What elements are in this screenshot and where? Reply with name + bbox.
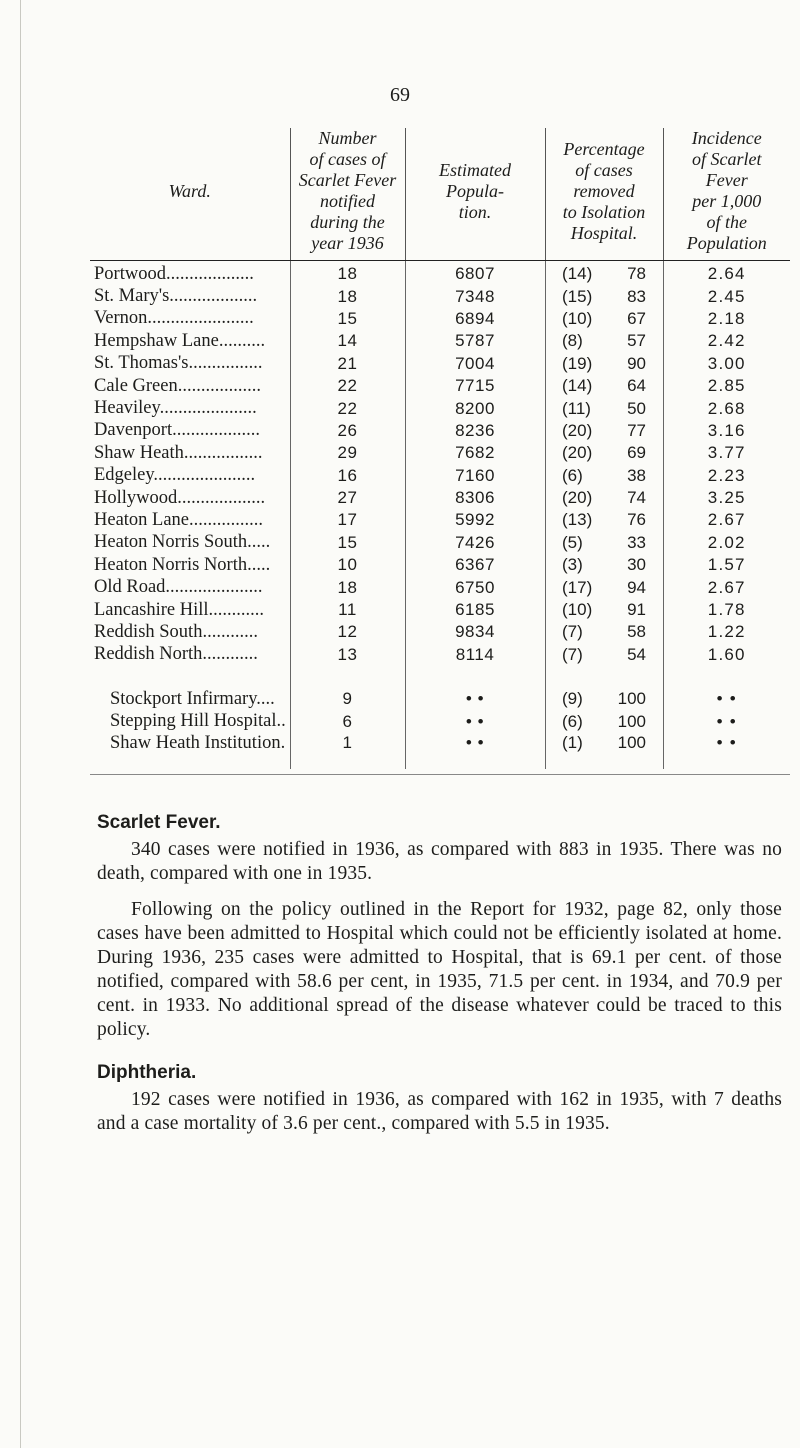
page-number: 69	[390, 84, 410, 106]
estimated-population-cell: 6367	[405, 554, 545, 576]
ward-name-cell: Cale Green..................	[90, 375, 290, 397]
removed-percent: 57	[627, 331, 646, 351]
incidence-cell: 1.22	[663, 621, 790, 643]
removed-percent: 77	[627, 420, 646, 440]
cases-notified-cell: 18	[290, 285, 405, 307]
estimated-population-cell: 7348	[405, 285, 545, 307]
removed-count: (20)	[562, 443, 593, 463]
table-row	[90, 261, 790, 286]
percentage-removed-cell	[545, 644, 663, 666]
percentage-removed-cell	[545, 330, 663, 352]
table-bottom-rule	[90, 774, 790, 775]
percentage-removed-cell	[545, 375, 663, 397]
section-heading-scarlet-fever: Scarlet Fever.	[97, 812, 221, 833]
ward-name-cell: Heaviley.....................	[90, 397, 290, 419]
incidence-cell: 2.42	[663, 330, 790, 352]
percentage-removed-cell	[545, 465, 663, 487]
table-row	[90, 353, 790, 375]
cases-notified-cell: 1	[290, 733, 405, 769]
section-heading-diphtheria: Diphtheria.	[97, 1062, 197, 1083]
estimated-population-cell: 7160	[405, 465, 545, 487]
removed-count: (8)	[562, 331, 583, 351]
removed-count: (7)	[562, 622, 583, 642]
estimated-population-cell: 5787	[405, 330, 545, 352]
removed-percent: 54	[627, 644, 646, 664]
removed-count: (5)	[562, 532, 583, 552]
ward-name-cell: Edgeley......................	[90, 465, 290, 487]
table-row	[90, 330, 790, 352]
cases-notified-cell: 22	[290, 375, 405, 397]
estimated-population-cell: 7426	[405, 532, 545, 554]
removed-percent: 64	[627, 376, 646, 396]
removed-percent: 100	[617, 711, 646, 731]
incidence-cell: 2.68	[663, 397, 790, 419]
estimated-population-cell: 6894	[405, 308, 545, 330]
estimated-population-cell: 8236	[405, 420, 545, 442]
estimated-population-cell: 7004	[405, 353, 545, 375]
ward-name-cell: Reddish South............	[90, 621, 290, 643]
ward-name-cell: Vernon.......................	[90, 308, 290, 330]
cases-notified-cell: 21	[290, 353, 405, 375]
percentage-removed-cell	[545, 397, 663, 419]
cases-notified-cell: 14	[290, 330, 405, 352]
percentage-removed-cell	[545, 353, 663, 375]
table-row	[90, 308, 790, 330]
removed-count: (9)	[562, 689, 583, 709]
cases-notified-cell: 18	[290, 261, 405, 286]
cases-notified-cell: 9	[290, 688, 405, 710]
incidence-cell: • •	[663, 710, 790, 732]
estimated-population-cell: • •	[405, 688, 545, 710]
incidence-cell: • •	[663, 733, 790, 769]
cases-notified-cell: 26	[290, 420, 405, 442]
cases-notified-cell: 16	[290, 465, 405, 487]
removed-percent: 90	[627, 353, 646, 373]
cases-notified-cell: 22	[290, 397, 405, 419]
removed-percent: 67	[627, 308, 646, 328]
ward-name-cell: Shaw Heath Institution.	[90, 733, 290, 769]
cases-notified-cell: 10	[290, 554, 405, 576]
table-row	[90, 420, 790, 442]
estimated-population-cell: 6185	[405, 599, 545, 621]
incidence-cell: 2.02	[663, 532, 790, 554]
spacer-cell	[405, 666, 545, 688]
spacer-cell	[90, 666, 290, 688]
removed-percent: 58	[627, 622, 646, 642]
incidence-cell: 1.78	[663, 599, 790, 621]
percentage-removed-cell	[545, 308, 663, 330]
cases-notified-cell: 15	[290, 532, 405, 554]
incidence-cell: 3.00	[663, 353, 790, 375]
estimated-population-cell: • •	[405, 710, 545, 732]
removed-percent: 38	[627, 465, 646, 485]
removed-percent: 76	[627, 510, 646, 530]
incidence-cell: 2.67	[663, 576, 790, 598]
percentage-removed-cell	[545, 710, 663, 732]
removed-count: (10)	[562, 308, 593, 328]
cases-notified-cell: 11	[290, 599, 405, 621]
cases-notified-cell: 17	[290, 509, 405, 531]
incidence-cell: 2.18	[663, 308, 790, 330]
page-edge-shadow	[20, 0, 21, 1448]
removed-percent: 83	[627, 286, 646, 306]
table-row	[90, 688, 790, 710]
ward-name-cell: Portwood...................	[90, 261, 290, 286]
ward-name-cell: Reddish North............	[90, 644, 290, 666]
table-row	[90, 621, 790, 643]
percentage-removed-cell	[545, 599, 663, 621]
removed-count: (7)	[562, 644, 583, 664]
cases-notified-cell: 29	[290, 442, 405, 464]
header-estimated-population: Estimated Popula- tion.	[405, 128, 545, 261]
table-row	[90, 509, 790, 531]
removed-count: (20)	[562, 488, 593, 508]
table-row	[90, 375, 790, 397]
ward-name-cell: Hollywood...................	[90, 487, 290, 509]
removed-count: (6)	[562, 465, 583, 485]
percentage-removed-cell	[545, 688, 663, 710]
incidence-cell: 2.85	[663, 375, 790, 397]
removed-percent: 33	[627, 532, 646, 552]
estimated-population-cell: 8200	[405, 397, 545, 419]
table-row	[90, 576, 790, 598]
paragraph-scarlet-fever-policy: Following on the policy outlined in the Report for 1932, page 82, only those cases have been admitted to Hospital which could not be efficiently isolated at home. During 1936, 235 cases were admitted to Hospital, that is 69.1 per cent. of those notified, compared with 58.6 per cent, in 1935, 71.5 per cent. in 1934, and 70.9 per cent. in 1933. No additional spread of the disease whatever could be traced to this policy.	[97, 899, 782, 1040]
table-row	[90, 554, 790, 576]
paragraph-diphtheria-cases: 192 cases were notified in 1936, as compared with 162 in 1935, with 7 deaths and a case mortality of 3.6 per cent., compared with 5.5 in 1935.	[97, 1089, 782, 1134]
removed-count: (19)	[562, 353, 593, 373]
percentage-removed-cell	[545, 733, 663, 769]
table-row	[90, 644, 790, 666]
removed-count: (1)	[562, 732, 583, 752]
percentage-removed-cell	[545, 420, 663, 442]
estimated-population-cell: 7715	[405, 375, 545, 397]
incidence-cell: 2.45	[663, 285, 790, 307]
header-percentage-removed: Percentage of cases removed to Isolation Hospital.	[545, 128, 663, 261]
ward-name-cell: St. Thomas's................	[90, 353, 290, 375]
cases-notified-cell: 12	[290, 621, 405, 643]
ward-name-cell: Heaton Norris South.....	[90, 532, 290, 554]
removed-percent: 50	[627, 398, 646, 418]
estimated-population-cell: • •	[405, 733, 545, 769]
ward-name-cell: St. Mary's...................	[90, 285, 290, 307]
table-spacer-row	[90, 666, 790, 688]
table-row	[90, 465, 790, 487]
incidence-cell: • •	[663, 688, 790, 710]
table-row	[90, 599, 790, 621]
estimated-population-cell: 8306	[405, 487, 545, 509]
incidence-cell: 3.16	[663, 420, 790, 442]
cases-notified-cell: 27	[290, 487, 405, 509]
table-row	[90, 285, 790, 307]
estimated-population-cell: 6807	[405, 261, 545, 286]
ward-name-cell: Heaton Norris North.....	[90, 554, 290, 576]
removed-count: (20)	[562, 420, 593, 440]
removed-percent: 100	[617, 689, 646, 709]
scarlet-fever-ward-table	[90, 128, 790, 769]
removed-count: (3)	[562, 555, 583, 575]
incidence-cell: 2.67	[663, 509, 790, 531]
ward-name-cell: Lancashire Hill............	[90, 599, 290, 621]
header-cases-notified: Number of cases of Scarlet Fever notified during the year 1936	[290, 128, 405, 261]
percentage-removed-cell	[545, 487, 663, 509]
estimated-population-cell: 7682	[405, 442, 545, 464]
table-row	[90, 442, 790, 464]
incidence-cell: 2.64	[663, 261, 790, 286]
ward-table-body	[90, 261, 790, 769]
percentage-removed-cell	[545, 442, 663, 464]
percentage-removed-cell	[545, 532, 663, 554]
removed-count: (14)	[562, 264, 593, 284]
removed-percent: 69	[627, 443, 646, 463]
removed-count: (11)	[562, 398, 591, 418]
percentage-removed-cell	[545, 554, 663, 576]
estimated-population-cell: 6750	[405, 576, 545, 598]
paragraph-scarlet-fever-cases: 340 cases were notified in 1936, as compared with 883 in 1935. There was no death, compared with one in 1935.	[97, 839, 782, 884]
ward-name-cell: Old Road.....................	[90, 576, 290, 598]
table-header-row	[90, 128, 790, 261]
estimated-population-cell: 8114	[405, 644, 545, 666]
removed-count: (17)	[562, 577, 593, 597]
percentage-removed-cell	[545, 509, 663, 531]
removed-count: (14)	[562, 376, 593, 396]
header-ward: Ward.	[90, 128, 290, 261]
ward-name-cell: Hempshaw Lane..........	[90, 330, 290, 352]
removed-percent: 94	[627, 577, 646, 597]
cases-notified-cell: 13	[290, 644, 405, 666]
removed-percent: 100	[617, 732, 646, 752]
removed-count: (13)	[562, 510, 593, 530]
table-row	[90, 487, 790, 509]
cases-notified-cell: 18	[290, 576, 405, 598]
percentage-removed-cell	[545, 621, 663, 643]
spacer-cell	[545, 666, 663, 688]
header-incidence: Incidence of Scarlet Fever per 1,000 of the Population	[663, 128, 790, 261]
table-row	[90, 397, 790, 419]
percentage-removed-cell	[545, 261, 663, 286]
percentage-removed-cell	[545, 576, 663, 598]
incidence-cell: 3.77	[663, 442, 790, 464]
spacer-cell	[290, 666, 405, 688]
ward-name-cell: Stockport Infirmary....	[90, 688, 290, 710]
table-row	[90, 532, 790, 554]
removed-count: (10)	[562, 600, 593, 620]
ward-name-cell: Heaton Lane................	[90, 509, 290, 531]
cases-notified-cell: 15	[290, 308, 405, 330]
percentage-removed-cell	[545, 285, 663, 307]
ward-name-cell: Stepping Hill Hospital..	[90, 710, 290, 732]
incidence-cell: 1.60	[663, 644, 790, 666]
incidence-cell: 1.57	[663, 554, 790, 576]
incidence-cell: 2.23	[663, 465, 790, 487]
estimated-population-cell: 9834	[405, 621, 545, 643]
removed-count: (15)	[562, 286, 593, 306]
incidence-cell: 3.25	[663, 487, 790, 509]
ward-name-cell: Davenport...................	[90, 420, 290, 442]
table-row	[90, 710, 790, 732]
spacer-cell	[663, 666, 790, 688]
removed-percent: 91	[627, 600, 646, 620]
ward-name-cell: Shaw Heath.................	[90, 442, 290, 464]
estimated-population-cell: 5992	[405, 509, 545, 531]
removed-percent: 30	[627, 555, 646, 575]
cases-notified-cell: 6	[290, 710, 405, 732]
removed-count: (6)	[562, 711, 583, 731]
removed-percent: 74	[627, 488, 646, 508]
table-row	[90, 733, 790, 769]
removed-percent: 78	[627, 264, 646, 284]
